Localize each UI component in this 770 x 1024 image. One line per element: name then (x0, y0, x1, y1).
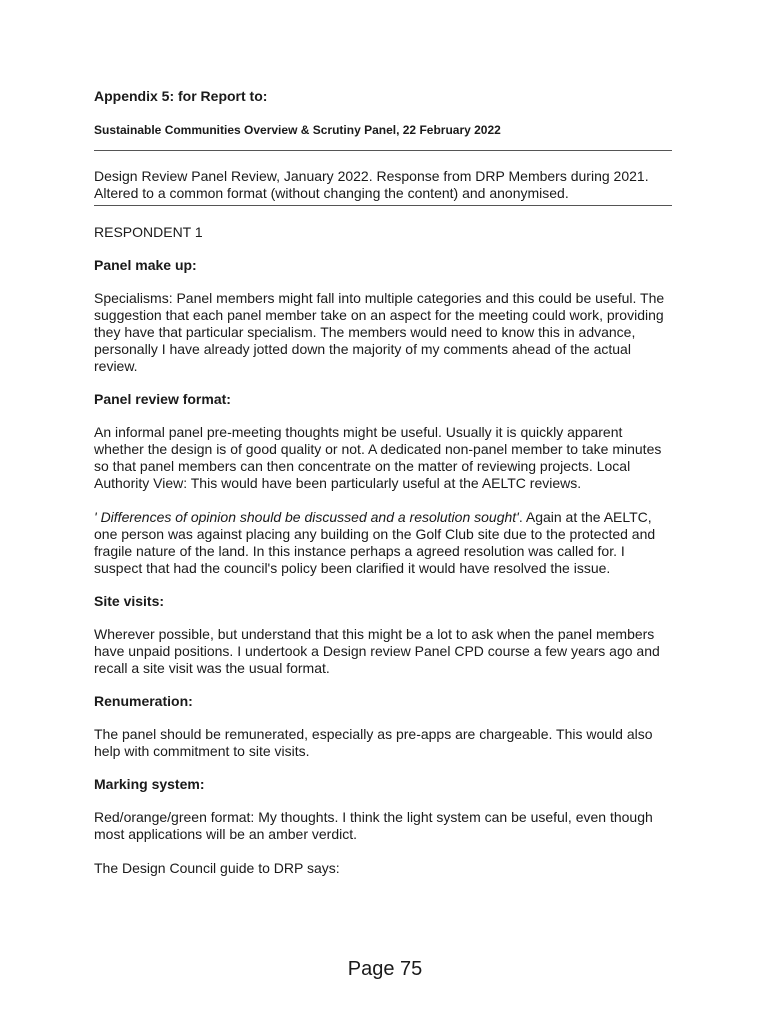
document-content (94, 88, 674, 877)
quote-text: ' Differences of opinion should be discussed and a resolution sought' (94, 509, 519, 525)
respondent-label: RESPONDENT 1 (94, 224, 203, 240)
section-body-marking-system: Red/orange/green format: My thoughts. I think the light system can be useful, even though most applications will be an amber verdict. (94, 809, 653, 842)
section-heading-site-visits: Site visits: (94, 593, 165, 609)
section-body-renumeration: The panel should be remunerated, especially as pre-apps are chargeable. This would also help with commitment to site visits. (94, 726, 653, 759)
section-body-panel-review-format: An informal panel pre-meeting thoughts might be useful. Usually it is quickly apparent whether the design is of good quality or not. A dedicated non-panel member to take minutes so that panel members can then concentrate on the matter of reviewing projects. Local Authority View: This would have been particularly useful at the AELTC reviews. (94, 424, 662, 491)
section-body-panel-make-up: Specialisms: Panel members might fall into multiple categories and this could be useful. The suggestion that each panel member take on an aspect for the meeting could work, providing they have that particular specialism. The members would need to know this in advance, personally I have already jotted down the majority of my comments ahead of the actual review. (94, 290, 665, 374)
section-heading-marking-system: Marking system: (94, 776, 205, 792)
quote-followup-text: . Again at the AELTC, one person was against placing any building on the Golf Club site due to the protected and fragile nature of the land. In this instance perhaps a agreed resolution was called for. I suspect that had the council's policy been clarified it would have resolved the issue. (94, 509, 656, 576)
appendix-title: Appendix 5: for Report to: (94, 88, 268, 104)
quote-paragraph (94, 509, 674, 577)
section-heading-panel-review-format: Panel review format: (94, 391, 231, 407)
design-council-paragraph: The Design Council guide to DRP says: (94, 860, 340, 876)
section-heading-renumeration: Renumeration: (94, 693, 193, 709)
page-number: Page 75 (347, 958, 423, 980)
section-body-site-visits: Wherever possible, but understand that this might be a lot to ask when the panel members have unpaid positions. I undertook a Design review Panel CPD course a few years ago and recall a site visit was the usual format. (94, 626, 660, 676)
section-heading-panel-make-up: Panel make up: (94, 257, 197, 273)
intro-paragraph: Design Review Panel Review, January 2022. Response from DRP Members during 2021. Altered to a common format (without changing the content) and anonymised. (94, 168, 649, 201)
horizontal-rule (94, 150, 672, 151)
report-subtitle: Sustainable Communities Overview & Scrutiny Panel, 22 February 2022 (94, 123, 501, 137)
horizontal-rule (94, 205, 672, 206)
